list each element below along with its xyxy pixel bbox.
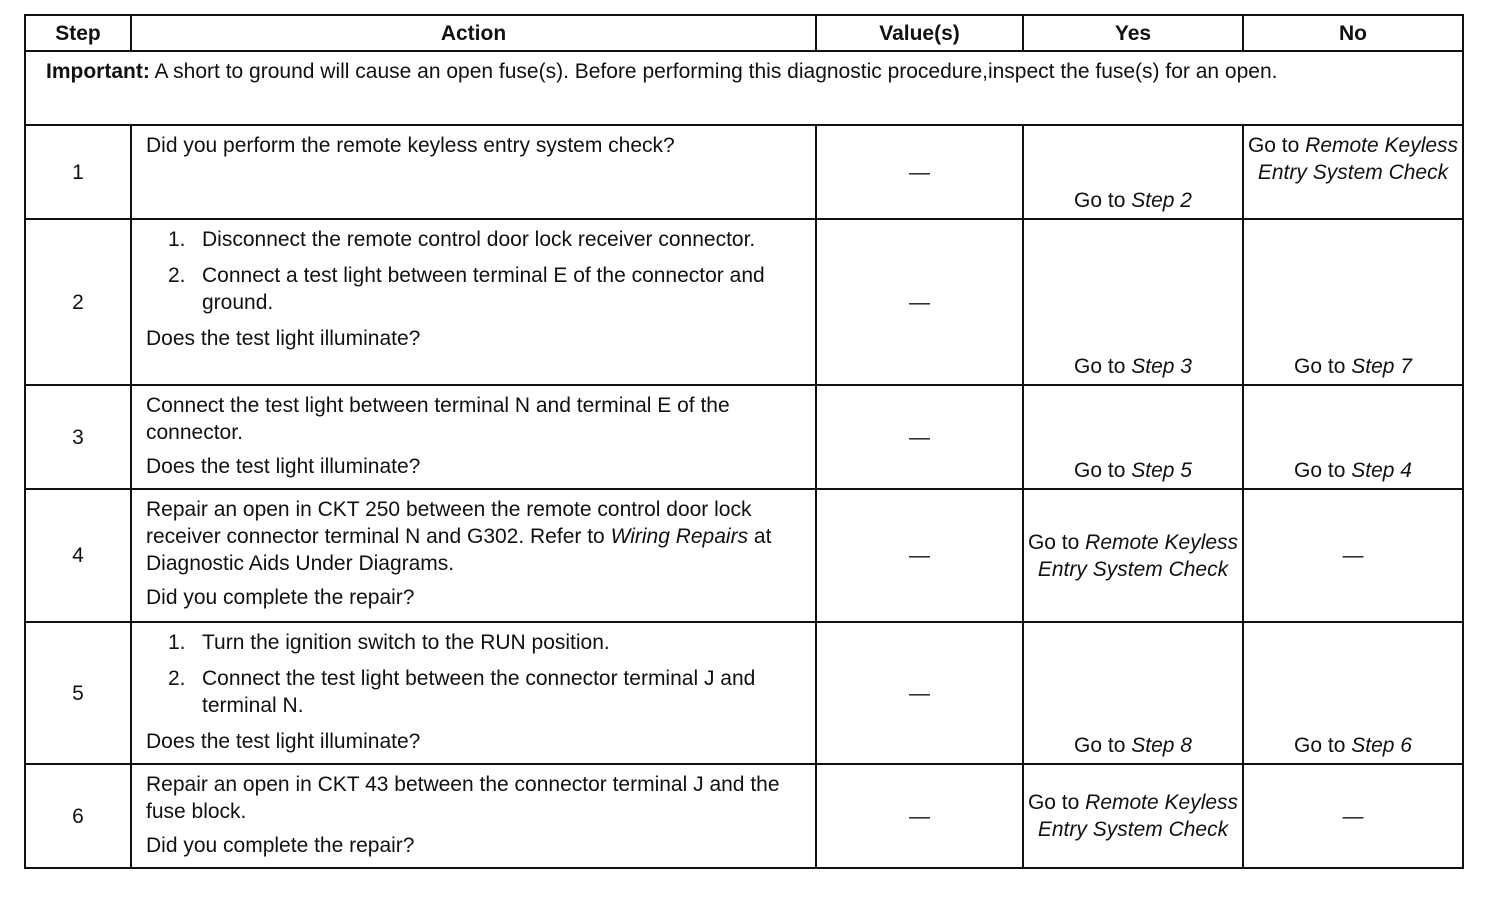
step-text: Connect the test light between terminal N and terminal E of the connector.: [146, 394, 730, 444]
goto-target: Remote Keyless Entry System Check: [1257, 134, 1459, 184]
goto-text: Go to: [1294, 734, 1346, 757]
goto-text: Go to: [1247, 134, 1300, 157]
important-text: A short to ground will cause an open fuse(s). Before performing this diagnostic procedure,inspect the fuse(s) for an open.: [149, 60, 1278, 83]
goto-text: Go to: [1294, 355, 1346, 378]
step-action: [131, 764, 816, 868]
goto-target: Remote Keyless Entry System Check: [1037, 791, 1239, 841]
step-question: Does the test light illuminate?: [146, 327, 421, 350]
step-no: [1243, 125, 1463, 219]
table-row: [25, 622, 1463, 764]
important-label: Important:: [46, 60, 150, 83]
list-item: 2. Connect a test light between terminal E of the connector and ground.: [168, 264, 765, 314]
step-question: Does the test light illuminate?: [146, 455, 421, 478]
list-item: 1. Turn the ignition switch to the RUN position.: [168, 631, 610, 654]
goto-target: Step 2: [1131, 189, 1192, 212]
step-text: Repair an open in CKT 43 between the connector terminal J and the fuse block.: [146, 773, 780, 823]
step-yes: [1023, 764, 1243, 868]
goto-text: Go to: [1074, 355, 1126, 378]
goto-text: Go to: [1074, 189, 1126, 212]
table-row: [25, 764, 1463, 868]
header-action: Action: [131, 15, 816, 51]
step-yes: [1023, 489, 1243, 622]
header-yes: Yes: [1023, 15, 1243, 51]
step-number: 2: [25, 219, 131, 385]
step-number: 6: [25, 764, 131, 868]
header-no: No: [1243, 15, 1463, 51]
goto-text: Go to: [1294, 459, 1346, 482]
step-question: Did you perform the remote keyless entry system check?: [146, 134, 675, 157]
diagnostic-table: [24, 14, 1464, 869]
step-value: —: [816, 489, 1023, 622]
step-no: [1243, 219, 1463, 385]
step-question: Does the test light illuminate?: [146, 730, 421, 753]
step-action: [131, 219, 816, 385]
header-step: Step: [25, 15, 131, 51]
goto-target: Step 4: [1351, 459, 1412, 482]
step-no: [1243, 622, 1463, 764]
goto-text: Go to: [1074, 734, 1126, 757]
goto-target: Step 7: [1351, 355, 1412, 378]
goto-text: Go to: [1027, 791, 1080, 814]
step-no: [1243, 385, 1463, 489]
table-row: [25, 489, 1463, 622]
step-number: 5: [25, 622, 131, 764]
table-row: [25, 219, 1463, 385]
goto-target: Step 8: [1131, 734, 1192, 757]
step-question: Did you complete the repair?: [146, 834, 415, 857]
step-list: [146, 629, 805, 719]
step-number: 3: [25, 385, 131, 489]
important-row: [25, 51, 1463, 125]
step-number: 1: [25, 125, 131, 219]
step-action: [131, 385, 816, 489]
goto-target: Step 3: [1131, 355, 1192, 378]
wiring-repairs-ref: Wiring Repairs: [610, 525, 749, 548]
step-yes: [1023, 125, 1243, 219]
goto-target: Step 5: [1131, 459, 1192, 482]
step-value: —: [816, 219, 1023, 385]
header-values: Value(s): [816, 15, 1023, 51]
step-yes: [1023, 219, 1243, 385]
table-row: [25, 125, 1463, 219]
step-value: —: [816, 125, 1023, 219]
step-no: —: [1243, 764, 1463, 868]
step-number: 4: [25, 489, 131, 622]
goto-target: Remote Keyless Entry System Check: [1037, 530, 1239, 581]
header-row: [25, 15, 1463, 51]
step-text: Repair an open in CKT 250 between the remote control door lock receiver connector terminal N and G302. Refer to Wiring Repairs at Diagnostic Aids Under Diagrams.: [146, 498, 772, 575]
step-value: —: [816, 385, 1023, 489]
important-note: [25, 51, 1463, 125]
step-question: Did you complete the repair?: [146, 586, 415, 609]
table-row: [25, 385, 1463, 489]
step-no: —: [1243, 489, 1463, 622]
goto-target: Step 6: [1351, 734, 1412, 757]
step-yes: [1023, 622, 1243, 764]
list-item: 2. Connect the test light between the connector terminal J and terminal N.: [168, 667, 756, 717]
step-action: [131, 489, 816, 622]
goto-text: Go to: [1027, 530, 1080, 554]
step-action: [131, 125, 816, 219]
list-item: 1. Disconnect the remote control door lock receiver connector.: [168, 228, 756, 251]
step-yes: [1023, 385, 1243, 489]
step-value: —: [816, 764, 1023, 868]
step-list: [146, 226, 805, 316]
step-value: —: [816, 622, 1023, 764]
step-action: [131, 622, 816, 764]
goto-text: Go to: [1074, 459, 1126, 482]
